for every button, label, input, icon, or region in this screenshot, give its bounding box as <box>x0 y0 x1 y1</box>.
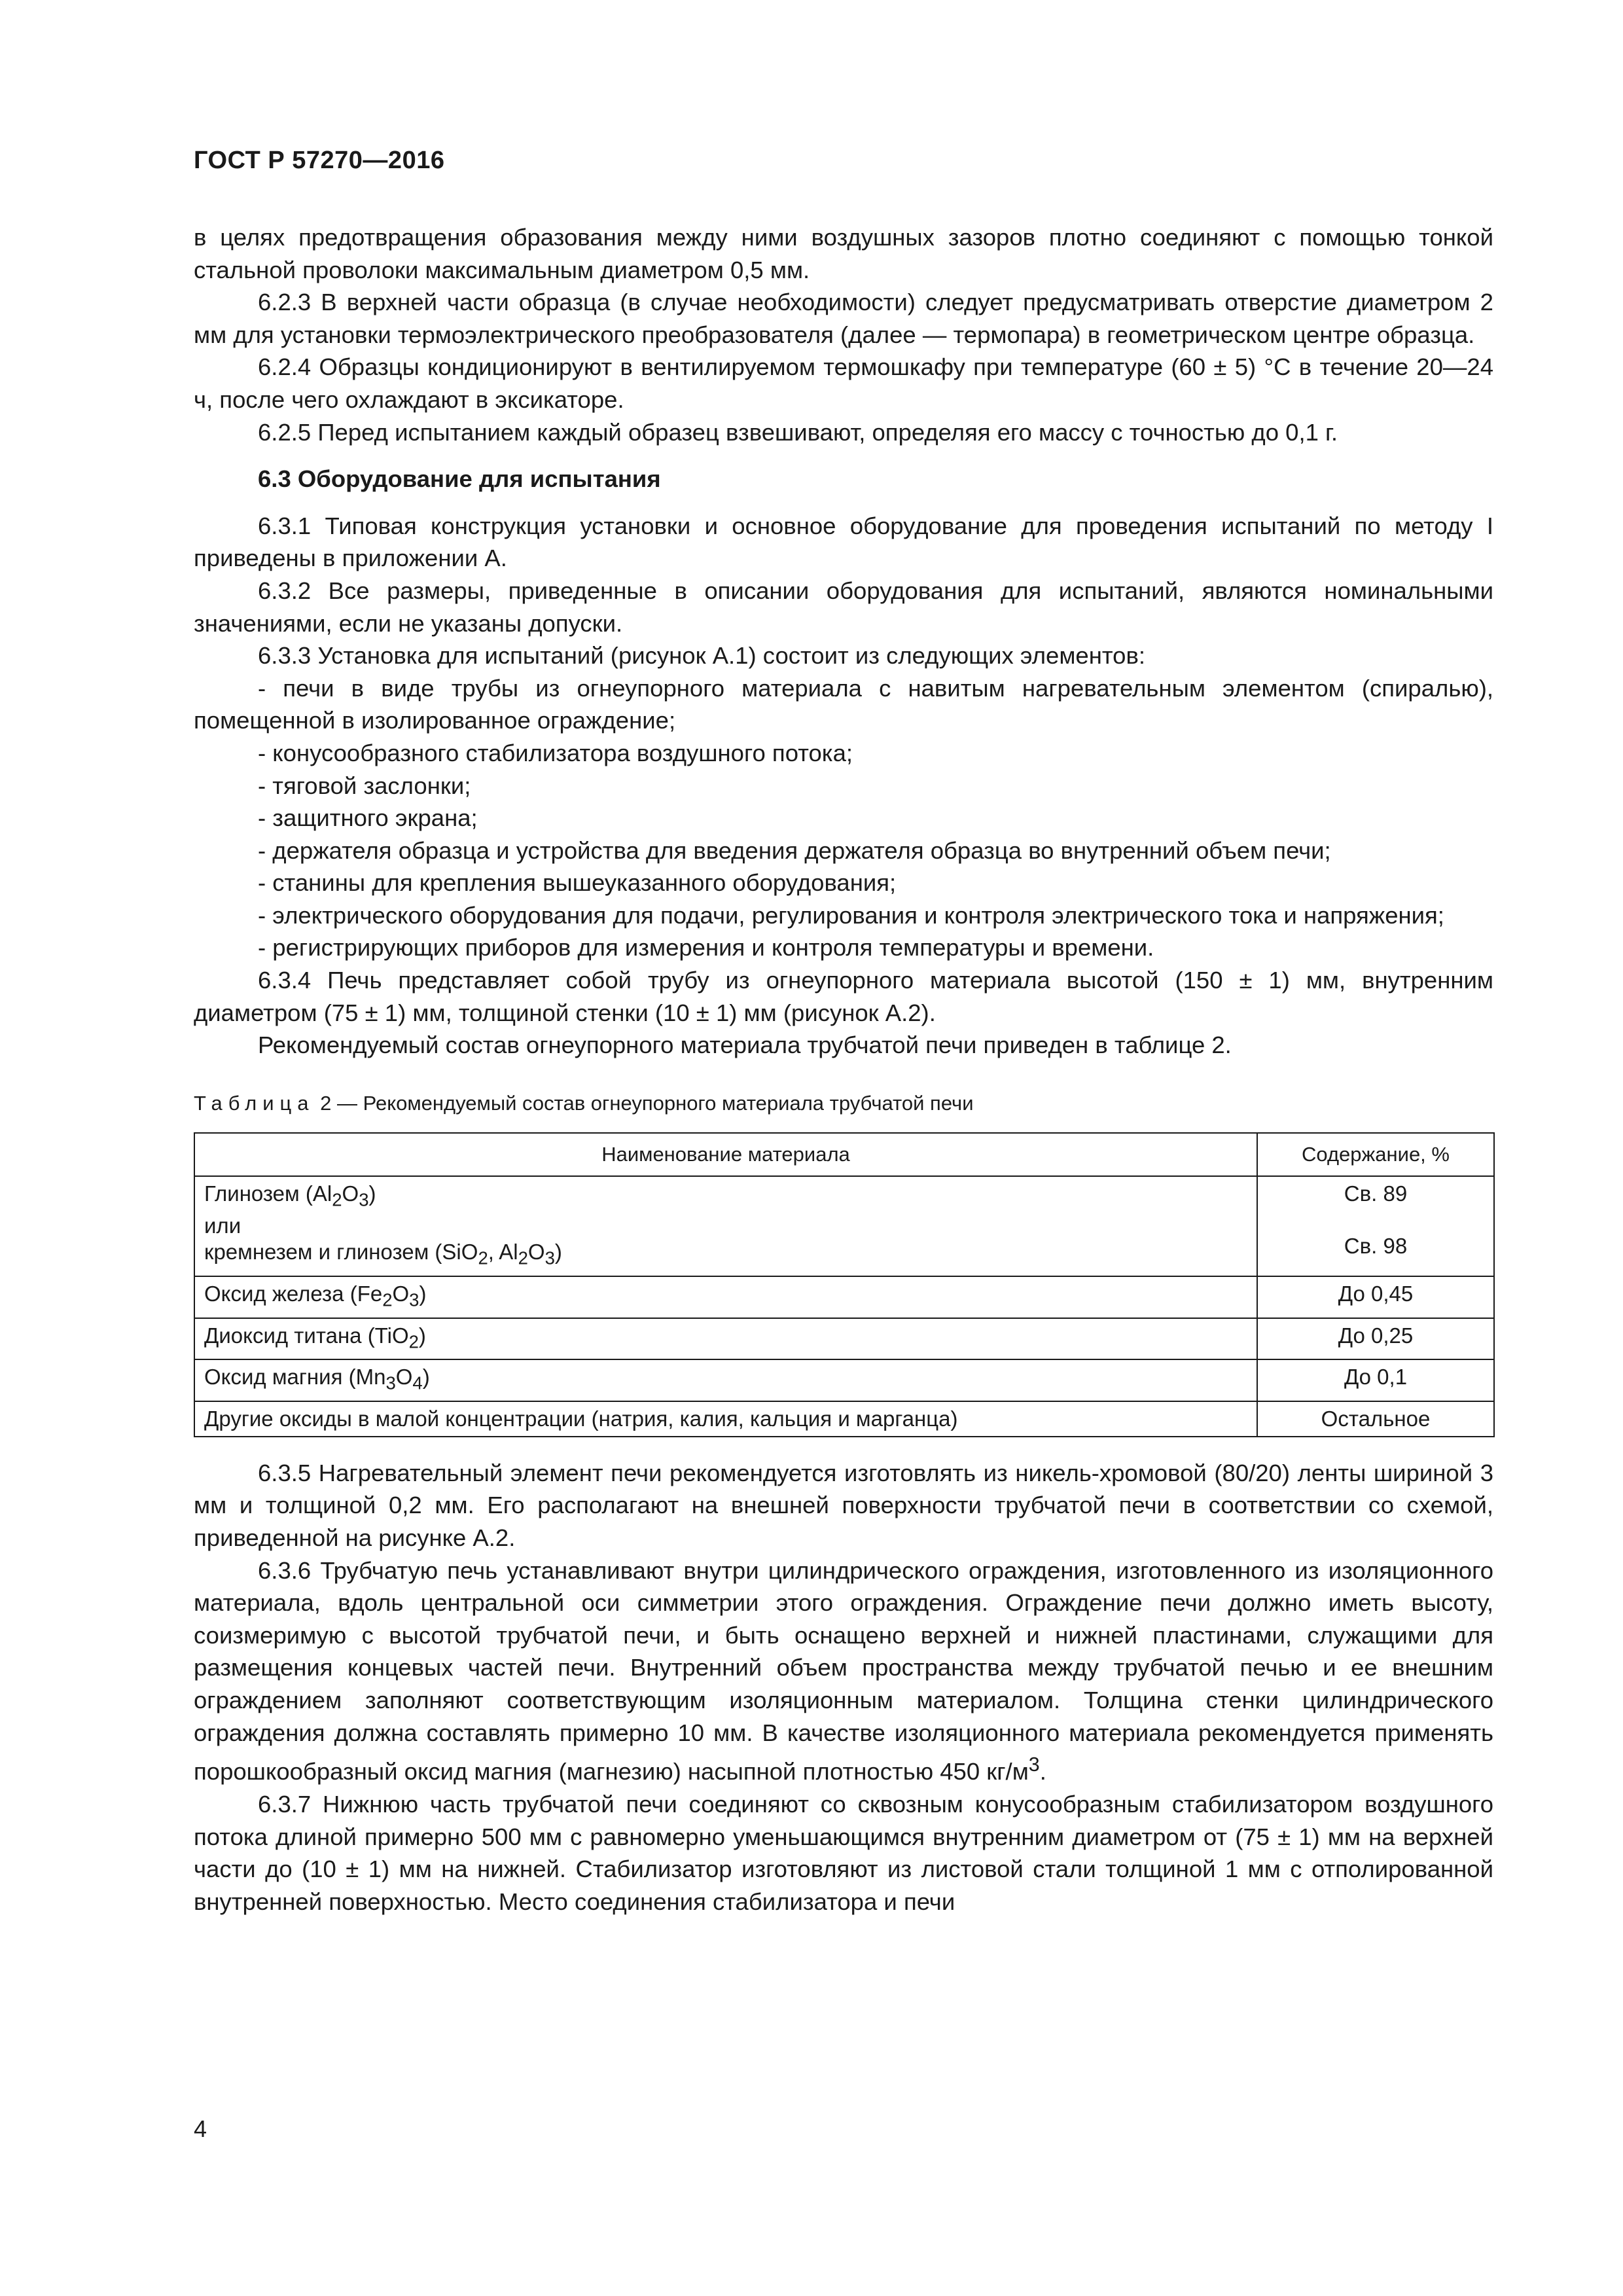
paragraph-6-3-4: 6.3.4 Печь представляет собой трубу из огнеупорного материала высотой (150 ± 1) мм, внутренним диаметром (75 ± 1) мм, толщиной стенки (10 ± 1) мм (рисунок А.2). <box>194 967 1493 1026</box>
paragraph-6-3-3: 6.3.3 Установка для испытаний (рисунок А.1) состоит из следующих элементов: <box>258 642 1146 670</box>
table-row <box>194 1401 1494 1437</box>
paragraph-6-3-6: 6.3.6 Трубчатую печь устанавливают внутри цилиндрического ограждения, изготовленного из изоляционного материала, вдоль центральной оси симметрии этого ограждения. Ограждение печи должно иметь высоту, соизмеримую с высотой трубчатой печи, и быть оснащено верхней и нижней пластинами, служащими для размещения концевых частей печи. Внутренний объем пространства между трубчатой печью и ее внешним ограждением заполняют соответствующим изоляционным материалом. Толщина стенки цилиндрического ограждения должна составлять примерно 10 мм. В качестве изоляционного материала рекомендуется применять порошкообразный оксид магния (магнезию) насыпной плотностью 450 $кг/м^3$. <box>194 1556 1493 1785</box>
table-row <box>194 1359 1494 1401</box>
column-header-material: Наименование материала <box>194 1133 1257 1176</box>
list-item-holder: - держателя образца и устройства для введения держателя образца во внутренний объем печи; <box>258 836 1331 864</box>
table-caption-text: 2 — Рекомендуемый состав огнеупорного материала трубчатой печи <box>314 1091 974 1115</box>
list-item-damper: - тяговой заслонки; <box>258 772 471 799</box>
standard-code-header: ГОСТ Р 57270—2016 <box>194 147 445 174</box>
material-cell <box>194 1176 1257 1276</box>
material-or: или <box>204 1213 241 1238</box>
table-caption-word: Таблица <box>194 1091 315 1115</box>
list-item-stabilizer: - конусообразного стабилизатора воздушного потока; <box>258 739 853 766</box>
material-cell: Оксид магния $(Mn_3O_4)$ <box>194 1359 1257 1401</box>
paragraph-6-2-3: 6.2.3 В верхней части образца (в случае необходимости) следует предусматривать отверстие диаметром 2 мм для установки термоэлектрического преобразователя (далее — термопара) в геометрическом центре образца. <box>194 289 1493 348</box>
table-row <box>194 1176 1494 1276</box>
table-row <box>194 1318 1494 1360</box>
document-body <box>194 221 1493 1918</box>
table-header-row <box>194 1133 1494 1176</box>
paragraph-6-2-4: 6.2.4 Образцы кондиционируют в вентилируемом термошкафу при температуре (60 ± 5) °С в течение 20—24 ч, после чего охлаждают в эксикаторе. <box>194 353 1493 413</box>
content-spacer <box>1267 1207 1484 1233</box>
content-cell: До 0,45 <box>1257 1276 1494 1318</box>
paragraph-6-3-7: 6.3.7 Нижнюю часть трубчатой печи соединяют со сквозным конусообразным стабилизатором воздушного потока длиной примерно 500 мм с равномерно уменьшающимся внутренним диаметром от (75 ± 1) мм на верхней части до (10 ± 1) мм на нижней. Стабилизатор изготовляют из листовой стали толщиной 1 мм с отполированной внутренней поверхностью. Место соединения стабилизатора и печи <box>194 1790 1493 1915</box>
paragraph-continuation: в целях предотвращения образования между ними воздушных зазоров плотно соединяют с помощью тонкой стальной проволоки максимальным диаметром 0,5 мм. <box>194 224 1493 283</box>
paragraph-6-3-2: 6.3.2 Все размеры, приведенные в описании оборудования для испытаний, являются номинальными значениями, если не указаны допуски. <box>194 577 1493 637</box>
list-item-recorders: - регистрирующих приборов для измерения и контроля температуры и времени. <box>258 934 1154 961</box>
content-cell: До 0,1 <box>1257 1359 1494 1401</box>
paragraph-table-reference: Рекомендуемый состав огнеупорного материала трубчатой печи приведен в таблице 2. <box>258 1031 1232 1059</box>
list-item-screen: - защитного экрана; <box>258 804 478 832</box>
content-cell: Остальное <box>1257 1401 1494 1437</box>
material-name-alt: кремнезем и глинозем (SiO$_2$, $Al_2O_3$) <box>204 1240 562 1269</box>
material-name: Глинозем $(Al_2O_3)$ <box>204 1181 376 1210</box>
list-item-electrical: - электрического оборудования для подачи, регулирования и контроля электрического тока и напряжения; <box>258 901 1444 929</box>
section-6-3-title: 6.3 Оборудование для испытания <box>258 465 661 493</box>
paragraph-6-3-5: 6.3.5 Нагревательный элемент печи рекомендуется изготовлять из никель-хромовой (80/20) ленты шириной 3 мм и толщиной 0,2 мм. Его располагают на внешней поверхности трубчатой печи в соответствии со схемой, приведенной на рисунке А.2. <box>194 1459 1493 1551</box>
paragraph-6-2-5: 6.2.5 Перед испытанием каждый образец взвешивают, определяя его массу с точностью до 0,1 г. <box>258 418 1338 446</box>
list-item-furnace: - печи в виде трубы из огнеупорного материала с навитым нагревательным элементом (спиралью), помещенной в изолированное ограждение; <box>194 674 1493 734</box>
table-2 <box>194 1132 1495 1437</box>
page-number: 4 <box>194 2115 207 2142</box>
table-row <box>194 1276 1494 1318</box>
paragraph-6-3-1: 6.3.1 Типовая конструкция установки и основное оборудование для проведения испытаний по методу I приведены в приложении А. <box>194 512 1493 572</box>
content-value: Св. 89 <box>1344 1181 1408 1206</box>
material-cell: Оксид железа $(Fe_2O_3)$ <box>194 1276 1257 1318</box>
content-cell: До 0,25 <box>1257 1318 1494 1360</box>
material-cell: Диоксид титана (TiO$_2$) <box>194 1318 1257 1360</box>
content-cell <box>1257 1176 1494 1276</box>
list-item-frame: - станины для крепления вышеуказанного оборудования; <box>258 869 897 897</box>
material-cell: Другие оксиды в малой концентрации (натрия, калия, кальция и марганца) <box>194 1401 1257 1437</box>
table-2-caption <box>194 1090 1493 1117</box>
column-header-content: Содержание, % <box>1257 1133 1494 1176</box>
content-value-alt: Св. 98 <box>1344 1233 1408 1258</box>
superscript-3: 3 <box>1028 1753 1040 1776</box>
